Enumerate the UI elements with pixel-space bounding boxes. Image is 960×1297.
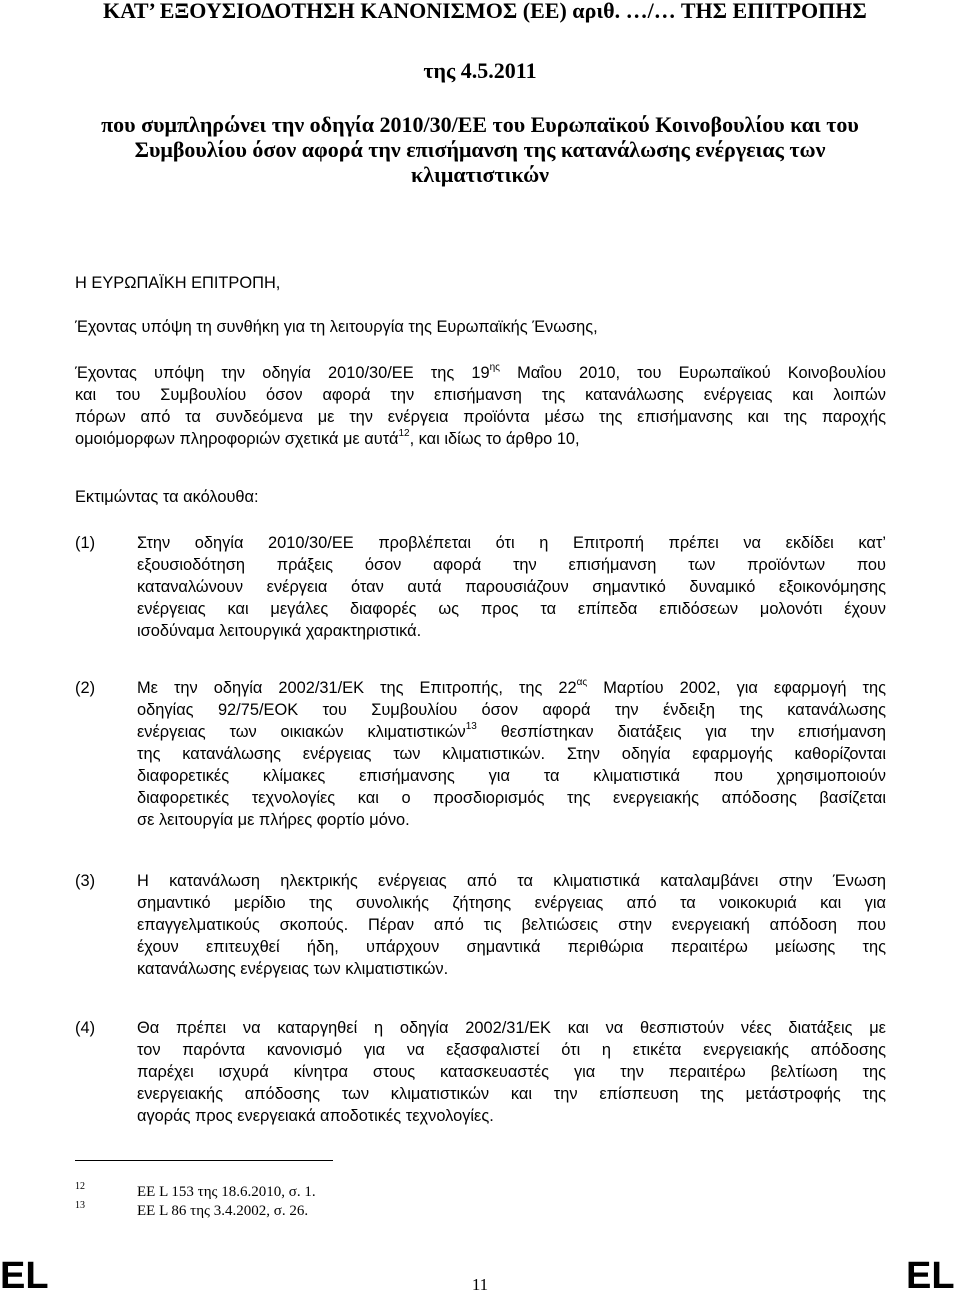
item-line: ισοδύναμα λειτουργικά χαρακτηριστικά. <box>137 622 422 640</box>
item-line: ενέργειας και μεγάλες διαφορές ως προς τα επίπεδα επιδόσεων μολονότι έχουν <box>137 600 886 618</box>
footnote-separator <box>75 1160 333 1161</box>
item-line: σε λειτουργία με πλήρες φορτίο μόνο. <box>137 811 410 829</box>
item-number: (4) <box>75 1019 96 1037</box>
recital-directive-line: πόρων από τα συνδεόμενα με την ενέργεια προϊόντα μέσω της επισήμανσης και της παροχής <box>75 408 886 426</box>
recital-treaty: Έχοντας υπόψη τη συνθήκη για τη λειτουργία της Ευρωπαϊκής Ένωσης, <box>75 318 598 336</box>
item-line: Η κατανάλωση ηλεκτρικής ενέργειας από τα κλιματιστικά καταλαμβάνει στην Ένωση <box>137 872 886 890</box>
whereas-heading: Εκτιμώντας τα ακόλουθα: <box>75 488 259 506</box>
item-line: Στην οδηγία 2010/30/ΕΕ προβλέπεται ότι η Επιτροπή πρέπει να εκδίδει κατ’ <box>137 534 886 552</box>
item-line: ενεργειακής απόδοσης των κλιματιστικών και την επίσπευση της μετάστροφής της <box>137 1085 886 1103</box>
item-line: οδηγίας 92/75/ΕΟΚ του Συμβουλίου όσον αφορά την ένδειξη της κατανάλωσης <box>137 701 886 719</box>
footer-language-right: EL <box>906 1255 955 1297</box>
footnote-number: 13 <box>75 1200 85 1211</box>
recital-directive-line: και του Συμβουλίου όσον αφορά την επισήμανση της κατανάλωσης ενέργειας και λοιπών <box>75 386 886 404</box>
item-line: καταναλώνουν ενέργεια όταν αυτά παρουσιάζουν σημαντικό δυναμικό εξοικονόμησης <box>137 578 886 596</box>
item-line: εξουσιοδότηση πράξεις όσον αφορά την επισήμανση των προϊόντων που <box>137 556 886 574</box>
recital-directive-line: Έχοντας υπόψη την οδηγία 2010/30/ΕΕ της $19^{\eta\varsigma}$ Μαΐου 2010, του Ευρωπαϊκού Κοινοβουλίου <box>75 362 886 382</box>
document-subtitle-line-3: κλιματιστικών <box>411 162 549 187</box>
page-number: 11 <box>471 1275 489 1294</box>
institution-name: Η ΕΥΡΩΠΑΪΚΗ ΕΠΙΤΡΟΠΗ, <box>75 274 281 292</box>
item-line: Θα πρέπει να καταργηθεί η οδηγία 2002/31/ΕΚ και να θεσπιστούν νέες διατάξεις με <box>137 1019 886 1037</box>
item-line: κατανάλωσης ενέργειας των κλιματιστικών. <box>137 960 449 978</box>
item-line: διαφορετικές κλίμακες επισήμανσης για τα κλιματιστικά που χρησιμοποιούν <box>137 767 886 785</box>
footer-language-left: EL <box>0 1255 49 1297</box>
item-1-text <box>137 532 886 642</box>
item-number: (1) <box>75 534 96 552</box>
item-line: Με την οδηγία 2002/31/ΕΚ της Επιτροπής, της $22^{\alpha\varsigma}$ Μαρτίου 2002, για εφαρμογή της <box>137 677 886 697</box>
recital-directive <box>75 362 886 450</box>
document-subtitle-line-1: που συμπληρώνει την οδηγία 2010/30/ΕΕ του Ευρωπαϊκού Κοινοβουλίου και του <box>101 112 859 137</box>
footnote-number: 12 <box>75 1181 85 1192</box>
item-line: ενέργειας των οικιακών κλιματιστικών$^{13}$ θεσπίστηκαν διατάξεις για την επισήμανση <box>137 721 886 741</box>
recital-directive-line: ομοιόμορφων πληροφοριών σχετικά με αυτά$^{12}$, και ιδίως το άρθρο 10, <box>75 428 580 448</box>
document-title: ΚΑΤ’ ΕΞΟΥΣΙΟΔΟΤΗΣΗ ΚΑΝΟΝΙΣΜΟΣ (ΕΕ) αριθ. …/… ΤΗΣ ΕΠΙΤΡΟΠΗΣ <box>103 0 867 23</box>
item-3-text <box>137 870 886 980</box>
document-subtitle-line-2: Συμβουλίου όσον αφορά την επισήμανση της κατανάλωσης ενέργειας των <box>134 137 826 162</box>
document-date: της 4.5.2011 <box>423 58 537 83</box>
item-line: διαφορετικές τεχνολογίες και ο προσδιορισμός της ενεργειακής απόδοσης βασίζεται <box>137 789 886 807</box>
item-line: τον παρόντα κανονισμό για να εξασφαλιστεί ότι η ετικέτα ενεργειακής απόδοσης <box>137 1041 886 1059</box>
footnote-text: EE L 153 της 18.6.2010, σ. 1. <box>137 1184 316 1200</box>
item-line: της κατανάλωσης ενέργειας των κλιματιστικών. Στην οδηγία εφαρμογής καθορίζονται <box>137 745 886 763</box>
item-2-text <box>137 677 886 831</box>
item-line: σημαντικό μερίδιο της συνολικής ζήτησης ενέργειας από τα νοικοκυριά και για <box>137 894 886 912</box>
item-4-text <box>137 1017 886 1127</box>
item-line: επαγγελματικούς σκοπούς. Πέραν από τις βελτιώσεις στην ενεργειακή απόδοση που <box>137 916 886 934</box>
item-line: έχουν επιτευχθεί ήδη, υπάρχουν σημαντικά περιθώρια περαιτέρω μείωσης της <box>137 938 886 956</box>
item-line: αγοράς προς ενεργειακά αποδοτικές τεχνολογίες. <box>137 1107 494 1125</box>
item-number: (3) <box>75 872 96 890</box>
item-line: παρέχει ισχυρά κίνητρα στους κατασκευαστές για την περαιτέρω βελτίωση της <box>137 1063 886 1081</box>
footnote-text: EE L 86 της 3.4.2002, σ. 26. <box>137 1203 309 1219</box>
item-number: (2) <box>75 679 96 697</box>
